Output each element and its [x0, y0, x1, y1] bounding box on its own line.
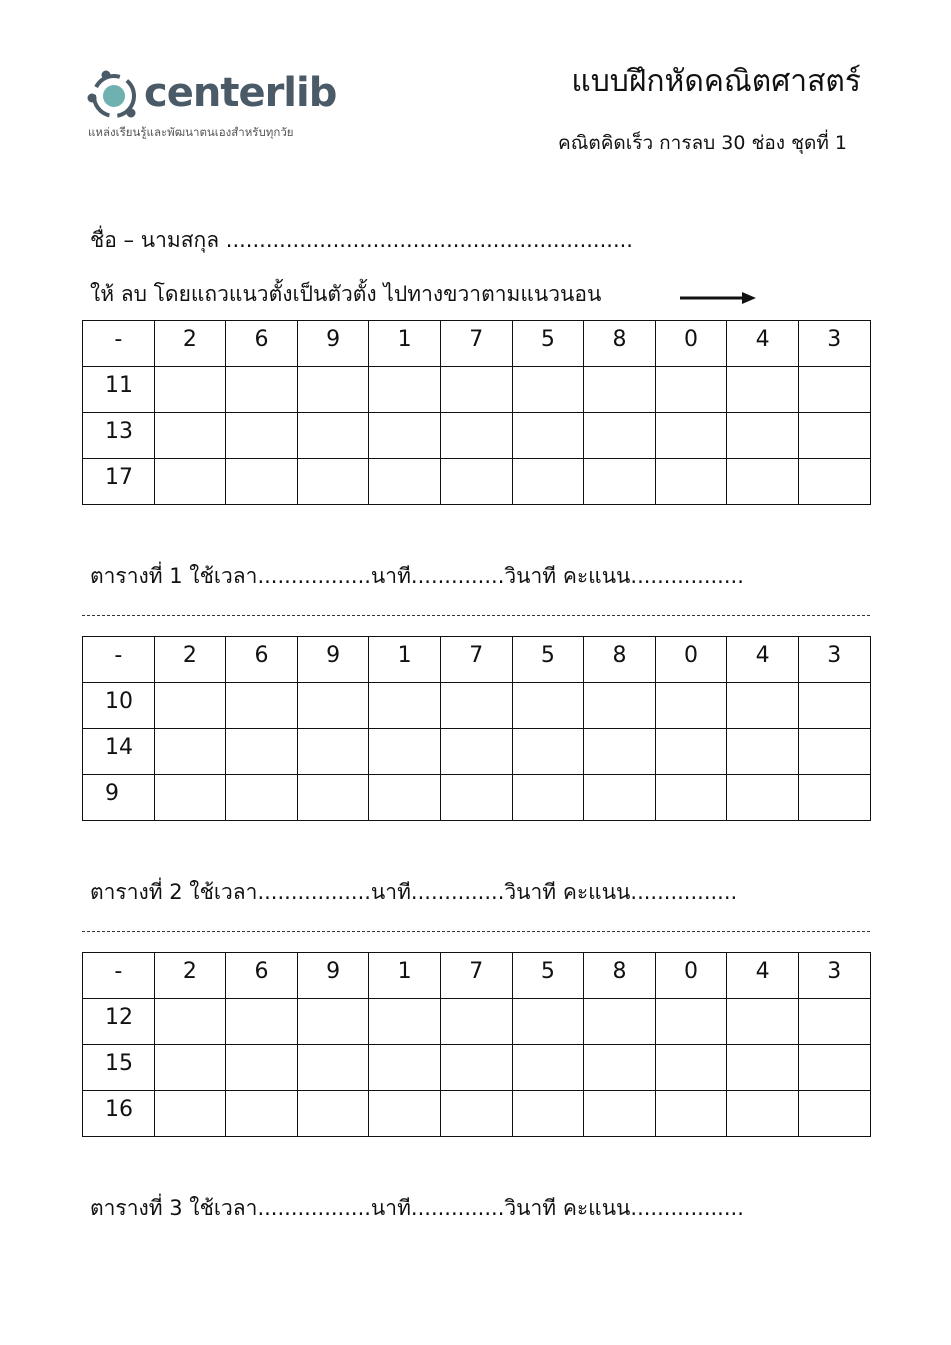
logo [86, 68, 336, 148]
answer-cell[interactable] [226, 999, 298, 1045]
logo-wordmark: centerlib [144, 70, 337, 116]
answer-cell[interactable] [226, 1091, 298, 1137]
answer-cell[interactable] [369, 413, 441, 459]
answer-cell[interactable] [440, 999, 512, 1045]
column-header: 3 [798, 637, 870, 683]
answer-cell[interactable] [727, 775, 799, 821]
answer-cell[interactable] [297, 775, 369, 821]
column-header: 6 [226, 321, 298, 367]
answer-cell[interactable] [440, 413, 512, 459]
answer-cell[interactable] [798, 729, 870, 775]
answer-cell[interactable] [297, 1091, 369, 1137]
grid-header-row [83, 953, 871, 999]
column-header: 2 [154, 953, 226, 999]
answer-cell[interactable] [226, 683, 298, 729]
answer-cell[interactable] [584, 729, 656, 775]
answer-cell[interactable] [297, 999, 369, 1045]
subtraction-grid-1 [82, 320, 871, 505]
row-header: 15 [83, 1045, 155, 1091]
answer-cell[interactable] [440, 459, 512, 505]
column-header: 4 [727, 321, 799, 367]
grid-footer-1: ตารางที่ 1 ใช้เวลา.................นาที..............วินาที คะแนน................. [90, 564, 744, 588]
grid-corner: - [83, 637, 155, 683]
column-header: 1 [369, 953, 441, 999]
answer-cell[interactable] [512, 999, 584, 1045]
answer-cell[interactable] [369, 999, 441, 1045]
grid-corner: - [83, 321, 155, 367]
answer-cell[interactable] [297, 1045, 369, 1091]
answer-cell[interactable] [226, 413, 298, 459]
table-row [83, 1091, 871, 1137]
answer-cell[interactable] [440, 1045, 512, 1091]
answer-cell[interactable] [154, 775, 226, 821]
table-row [83, 367, 871, 413]
answer-cell[interactable] [798, 1045, 870, 1091]
logo-tagline: แหล่งเรียนรู้และพัฒนาตนเองสำหรับทุกวัย [88, 125, 294, 139]
table-row [83, 729, 871, 775]
answer-cell[interactable] [655, 1045, 727, 1091]
answer-cell[interactable] [297, 683, 369, 729]
column-header: 9 [297, 321, 369, 367]
column-header: 9 [297, 637, 369, 683]
column-header: 8 [584, 637, 656, 683]
column-header: 6 [226, 637, 298, 683]
column-header: 7 [440, 321, 512, 367]
answer-cell[interactable] [154, 413, 226, 459]
subtraction-grid-3 [82, 952, 871, 1137]
grid-footer-3: ตารางที่ 3 ใช้เวลา.................นาที..............วินาที คะแนน................. [90, 1196, 744, 1220]
row-header: 13 [83, 413, 155, 459]
answer-cell[interactable] [440, 1091, 512, 1137]
answer-cell[interactable] [727, 1091, 799, 1137]
table-row [83, 413, 871, 459]
table-row [83, 775, 871, 821]
answer-cell[interactable] [727, 459, 799, 505]
centerlib-logo-icon [86, 68, 146, 128]
answer-cell[interactable] [369, 1091, 441, 1137]
answer-cell[interactable] [584, 367, 656, 413]
column-header: 0 [655, 637, 727, 683]
answer-cell[interactable] [798, 459, 870, 505]
answer-cell[interactable] [512, 1045, 584, 1091]
answer-cell[interactable] [512, 1091, 584, 1137]
arrow-right-icon [680, 288, 760, 308]
row-header: 10 [83, 683, 155, 729]
answer-cell[interactable] [727, 413, 799, 459]
grid-header-row [83, 637, 871, 683]
answer-cell[interactable] [727, 367, 799, 413]
column-header: 2 [154, 637, 226, 683]
answer-cell[interactable] [584, 775, 656, 821]
column-header: 4 [727, 953, 799, 999]
answer-cell[interactable] [297, 729, 369, 775]
answer-cell[interactable] [512, 367, 584, 413]
answer-cell[interactable] [512, 683, 584, 729]
column-header: 5 [512, 953, 584, 999]
name-field-line: ชื่อ – นามสกุล ............................................................. [90, 228, 633, 252]
answer-cell[interactable] [655, 729, 727, 775]
column-header: 2 [154, 321, 226, 367]
answer-cell[interactable] [584, 999, 656, 1045]
answer-cell[interactable] [154, 999, 226, 1045]
answer-cell[interactable] [512, 729, 584, 775]
answer-cell[interactable] [369, 367, 441, 413]
answer-cell[interactable] [154, 683, 226, 729]
answer-cell[interactable] [226, 1045, 298, 1091]
dashed-separator [82, 615, 870, 616]
answer-cell[interactable] [512, 413, 584, 459]
answer-cell[interactable] [369, 459, 441, 505]
answer-cell[interactable] [584, 459, 656, 505]
answer-cell[interactable] [297, 413, 369, 459]
answer-cell[interactable] [369, 683, 441, 729]
answer-cell[interactable] [727, 1045, 799, 1091]
answer-cell[interactable] [154, 459, 226, 505]
row-header: 16 [83, 1091, 155, 1137]
answer-cell[interactable] [727, 729, 799, 775]
table-row [83, 683, 871, 729]
answer-cell[interactable] [655, 999, 727, 1045]
answer-cell[interactable] [655, 683, 727, 729]
column-header: 1 [369, 637, 441, 683]
answer-cell[interactable] [584, 1045, 656, 1091]
table-row [83, 459, 871, 505]
answer-cell[interactable] [584, 413, 656, 459]
column-header: 6 [226, 953, 298, 999]
grid-footer-2: ตารางที่ 2 ใช้เวลา.................นาที..............วินาที คะแนน................ [90, 880, 738, 904]
column-header: 4 [727, 637, 799, 683]
answer-cell[interactable] [798, 1091, 870, 1137]
answer-cell[interactable] [440, 775, 512, 821]
column-header: 3 [798, 321, 870, 367]
answer-cell[interactable] [584, 1091, 656, 1137]
answer-cell[interactable] [440, 367, 512, 413]
answer-cell[interactable] [727, 999, 799, 1045]
answer-cell[interactable] [655, 459, 727, 505]
column-header: 0 [655, 953, 727, 999]
column-header: 7 [440, 637, 512, 683]
answer-cell[interactable] [154, 367, 226, 413]
answer-cell[interactable] [655, 775, 727, 821]
answer-cell[interactable] [512, 775, 584, 821]
answer-cell[interactable] [226, 367, 298, 413]
instruction-text: ให้ ลบ โดยแถวแนวตั้งเป็นตัวตั้ง ไปทางขวาตามแนวนอน [90, 282, 602, 306]
subtraction-grid-2 [82, 636, 871, 821]
row-header: 9 [83, 775, 155, 821]
answer-cell[interactable] [798, 999, 870, 1045]
answer-cell[interactable] [440, 683, 512, 729]
column-header: 8 [584, 321, 656, 367]
answer-cell[interactable] [369, 729, 441, 775]
column-header: 7 [440, 953, 512, 999]
answer-cell[interactable] [154, 1091, 226, 1137]
answer-cell[interactable] [512, 459, 584, 505]
table-row [83, 999, 871, 1045]
answer-cell[interactable] [154, 1045, 226, 1091]
answer-cell[interactable] [727, 683, 799, 729]
column-header: 3 [798, 953, 870, 999]
answer-cell[interactable] [226, 729, 298, 775]
column-header: 0 [655, 321, 727, 367]
answer-cell[interactable] [798, 413, 870, 459]
table-row [83, 1045, 871, 1091]
row-header: 11 [83, 367, 155, 413]
worksheet-subtitle: คณิตคิดเร็ว การลบ 30 ช่อง ชุดที่ 1 [558, 132, 847, 154]
answer-cell[interactable] [798, 683, 870, 729]
column-header: 5 [512, 321, 584, 367]
answer-cell[interactable] [798, 775, 870, 821]
worksheet-title: แบบฝึกหัดคณิตศาสตร์ [571, 64, 861, 99]
answer-cell[interactable] [655, 413, 727, 459]
column-header: 8 [584, 953, 656, 999]
column-header: 5 [512, 637, 584, 683]
answer-cell[interactable] [297, 459, 369, 505]
answer-cell[interactable] [154, 729, 226, 775]
answer-cell[interactable] [655, 367, 727, 413]
row-header: 12 [83, 999, 155, 1045]
row-header: 17 [83, 459, 155, 505]
column-header: 9 [297, 953, 369, 999]
answer-cell[interactable] [584, 683, 656, 729]
answer-cell[interactable] [369, 775, 441, 821]
answer-cell[interactable] [369, 1045, 441, 1091]
column-header: 1 [369, 321, 441, 367]
row-header: 14 [83, 729, 155, 775]
answer-cell[interactable] [440, 729, 512, 775]
answer-cell[interactable] [655, 1091, 727, 1137]
dashed-separator [82, 931, 870, 932]
answer-cell[interactable] [226, 775, 298, 821]
answer-cell[interactable] [226, 459, 298, 505]
grid-corner: - [83, 953, 155, 999]
answer-cell[interactable] [798, 367, 870, 413]
grid-header-row [83, 321, 871, 367]
answer-cell[interactable] [297, 367, 369, 413]
